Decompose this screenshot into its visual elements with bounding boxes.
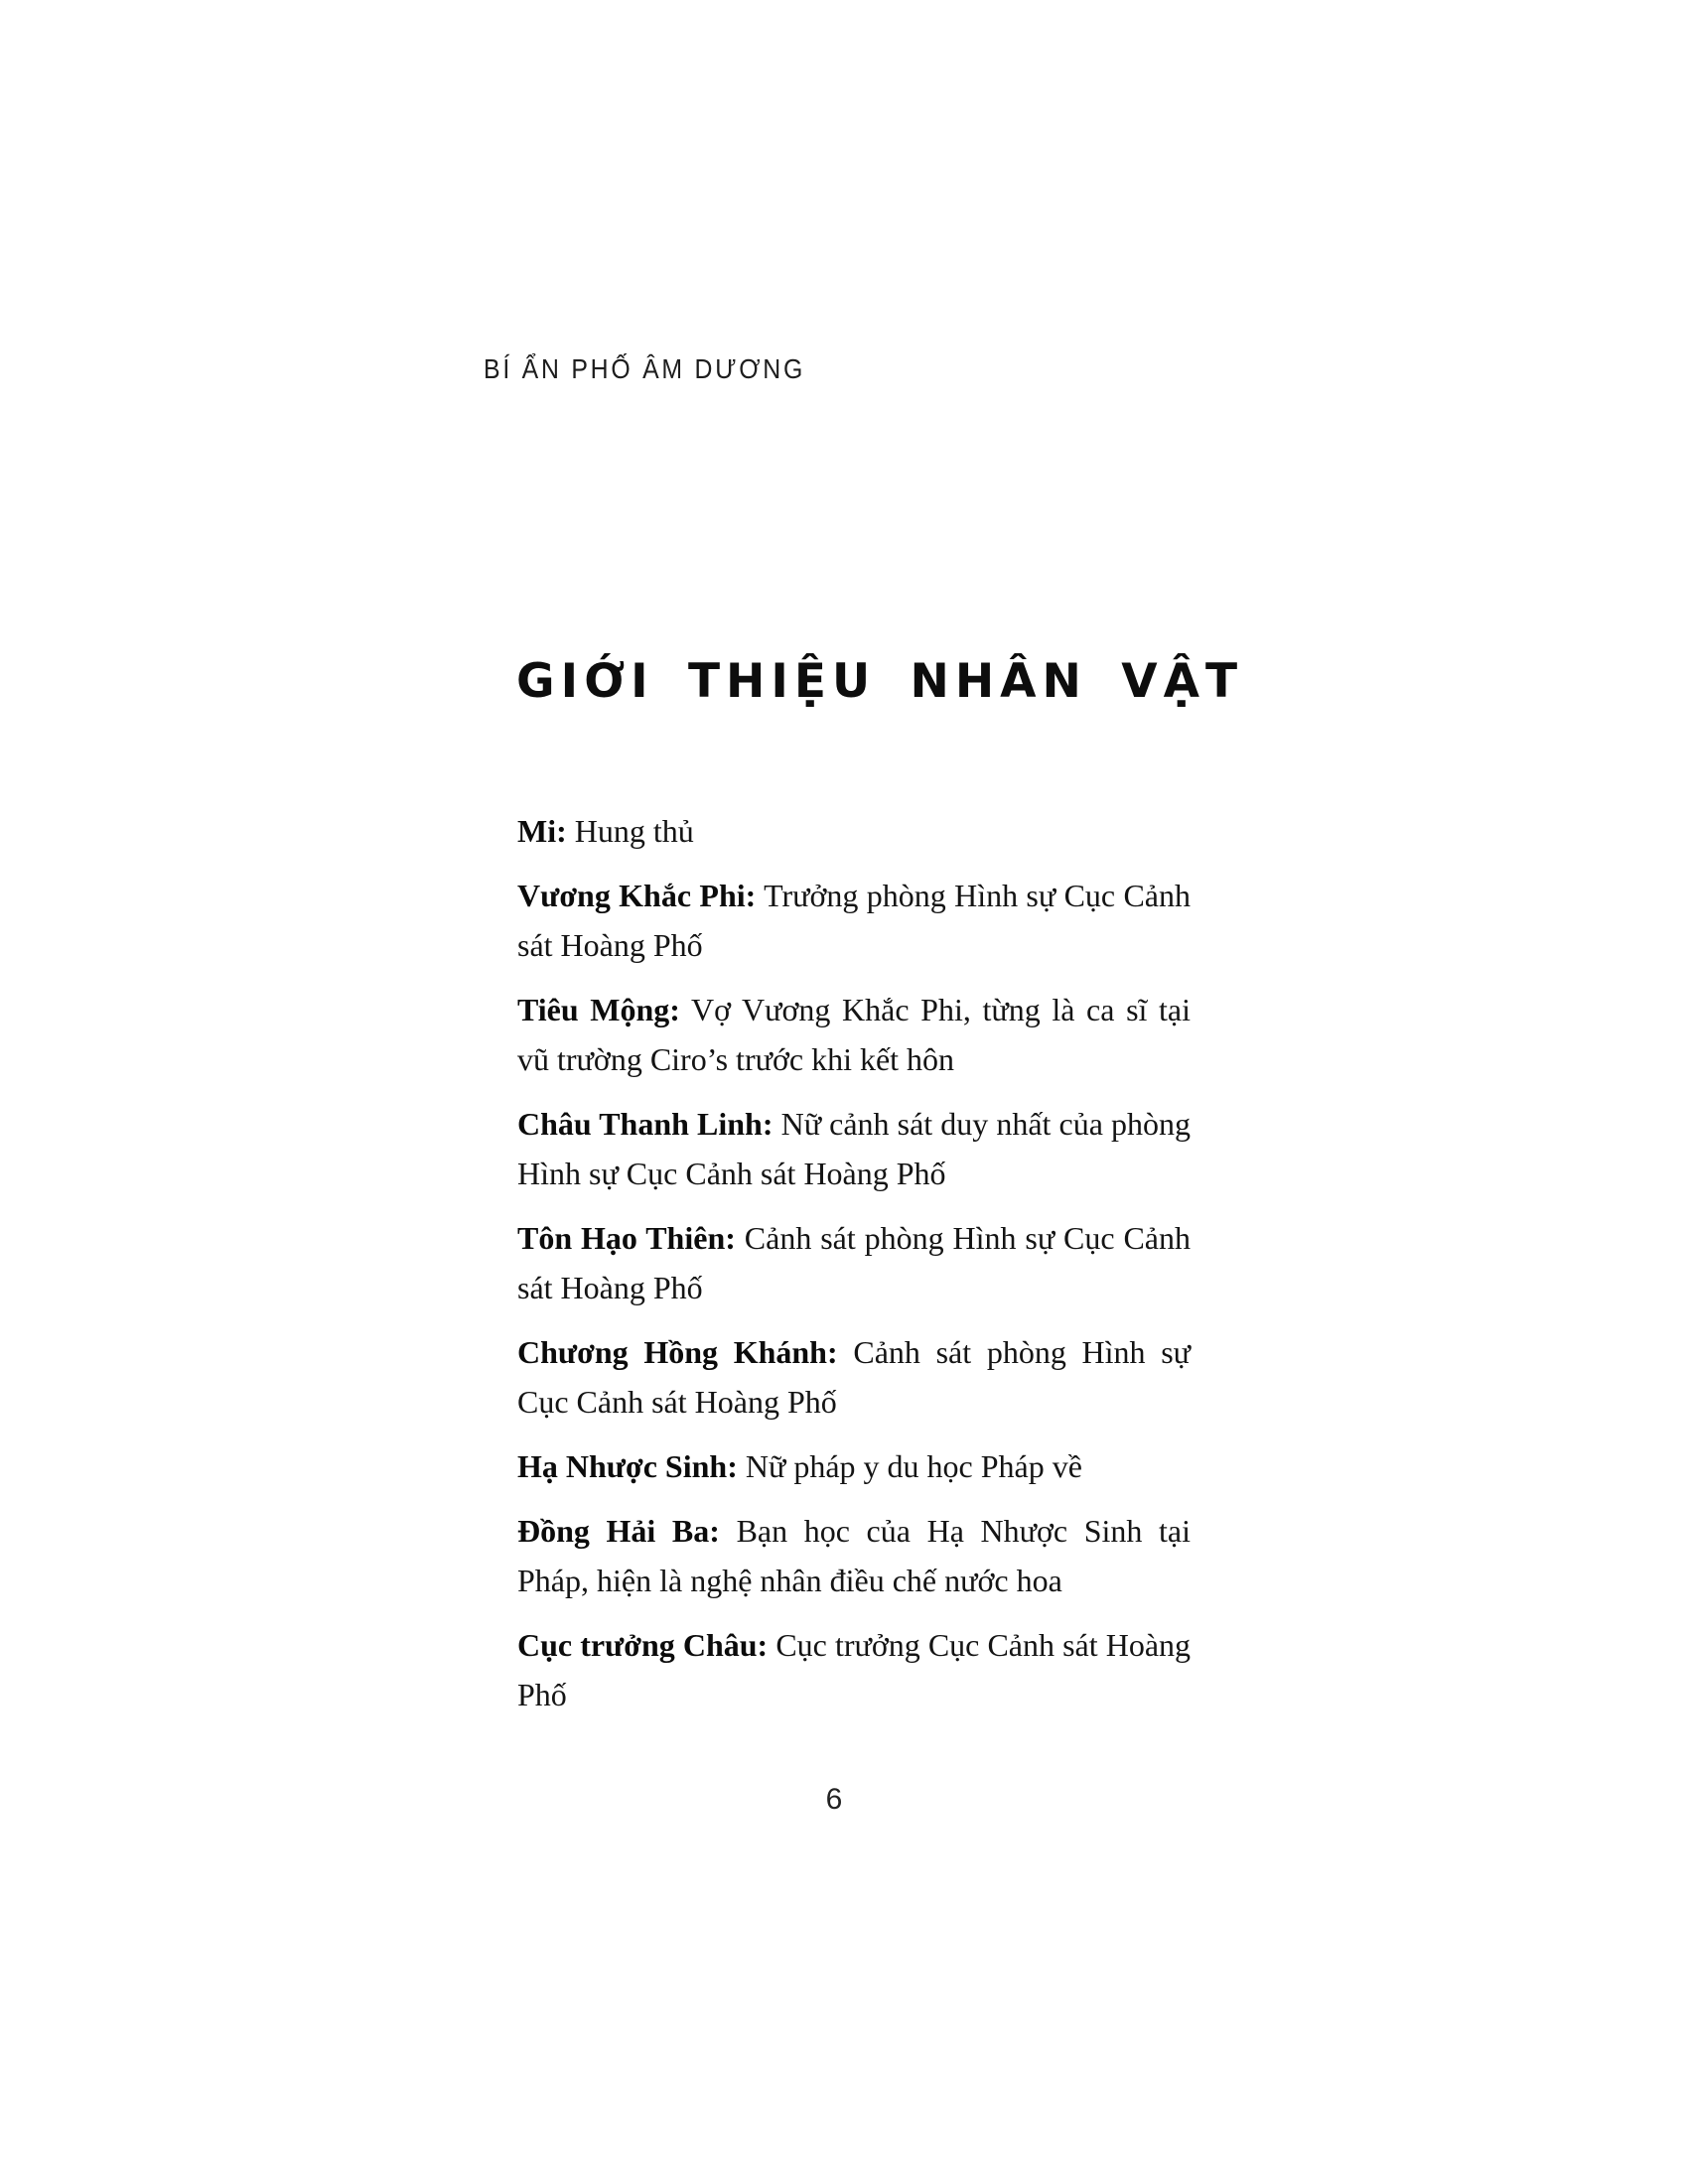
character-description: Hung thủ: [574, 813, 694, 849]
character-list: [517, 806, 1191, 1734]
running-header: BÍ ẨN PHỐ ÂM DƯƠNG: [484, 353, 806, 385]
character-name: Tôn Hạo Thiên:: [517, 1220, 736, 1256]
character-description: Cảnh sát phòng Hình sự Cục Cảnh sát Hoàng Phố: [517, 1220, 1191, 1305]
character-name: Cục trưởng Châu:: [517, 1627, 769, 1663]
character-name: Vương Khắc Phi:: [517, 878, 757, 913]
character-name: Hạ Nhược Sinh:: [517, 1448, 738, 1484]
character-description: Cục trưởng Cục Cảnh sát Hoàng Phố: [517, 1627, 1192, 1712]
character-entry: [517, 1327, 1191, 1427]
character-description: Bạn học của Hạ Nhược Sinh tại Pháp, hiện là nghệ nhân điều chế nước hoa: [517, 1513, 1192, 1598]
character-entry: [517, 1099, 1191, 1198]
character-entry: [517, 806, 1191, 856]
character-entry: [517, 871, 1191, 970]
character-description: Cảnh sát phòng Hình sự Cục Cảnh sát Hoàng Phố: [517, 1334, 1192, 1420]
character-entry: [517, 1441, 1191, 1491]
character-description: Nữ pháp y du học Pháp về: [745, 1448, 1082, 1484]
character-entry: [517, 985, 1191, 1084]
character-name: Chương Hồng Khánh:: [517, 1334, 838, 1370]
chapter-title: GIỚI THIỆU NHÂN VẬT: [516, 654, 1244, 710]
character-name: Tiêu Mộng:: [517, 992, 680, 1027]
page-number: 6: [825, 1783, 843, 1816]
character-name: Đồng Hải Ba:: [517, 1513, 720, 1549]
character-name: Mi:: [517, 813, 567, 849]
character-entry: [517, 1213, 1191, 1312]
character-description: Nữ cảnh sát duy nhất của phòng Hình sự Cục Cảnh sát Hoàng Phố: [517, 1106, 1192, 1191]
character-entry: [517, 1506, 1191, 1605]
character-description: Trưởng phòng Hình sự Cục Cảnh sát Hoàng Phố: [517, 878, 1192, 963]
character-description: Vợ Vương Khắc Phi, từng là ca sĩ tại vũ trường Ciro’s trước khi kết hôn: [517, 992, 1192, 1077]
character-entry: [517, 1620, 1191, 1719]
character-name: Châu Thanh Linh:: [517, 1106, 774, 1142]
